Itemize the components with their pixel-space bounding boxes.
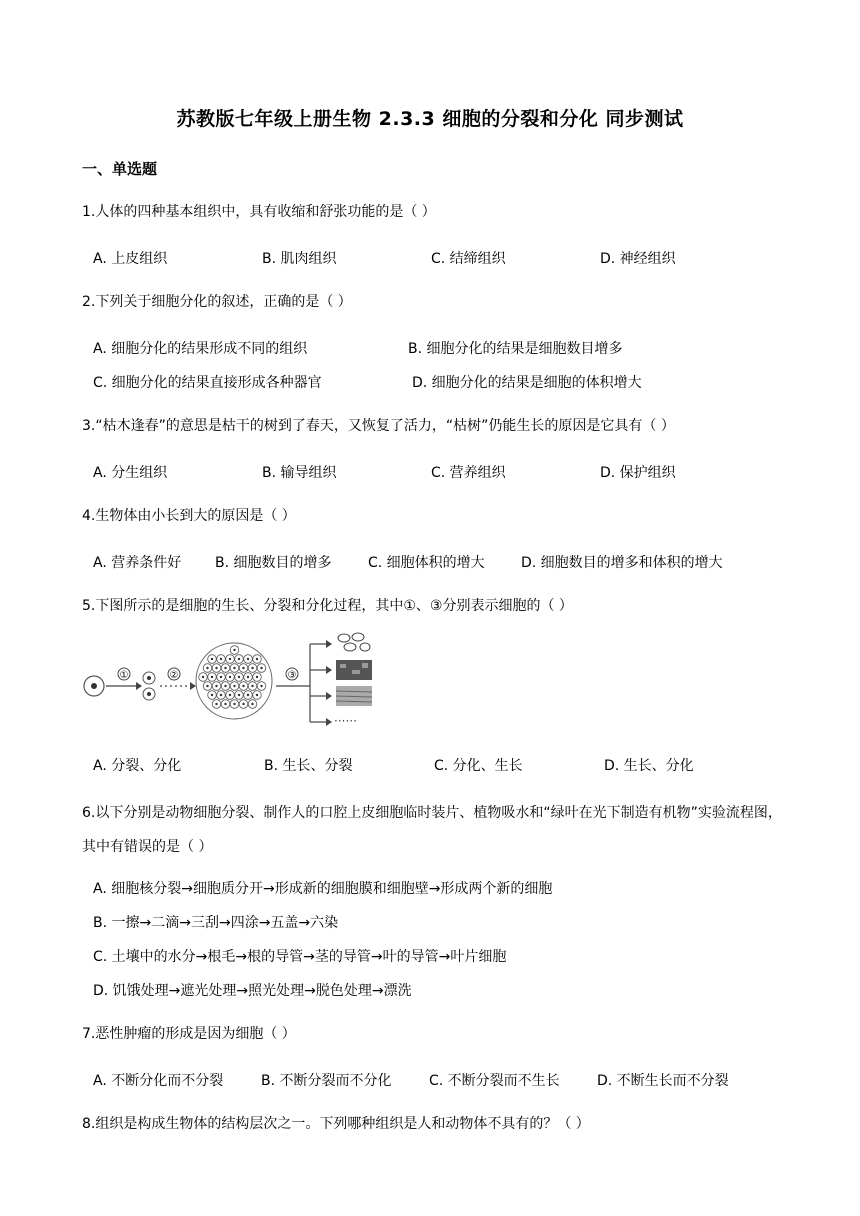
question-4-option-c[interactable]: C. 细胞体积的增大 [368, 555, 485, 571]
question-2-stem: 2.下列关于细胞分化的叙述，正确的是（ ） [82, 294, 352, 310]
question-4-option-a[interactable]: A. 营养条件好 [93, 555, 182, 571]
question-5-option-d[interactable]: D. 生长、分化 [604, 758, 694, 774]
question-3-stem: 3.“枯木逢春”的意思是枯干的树到了春天，又恢复了活力，“枯树”仍能生长的原因是它具有（ ） [82, 418, 675, 434]
cluster-cell-nucleus [215, 667, 217, 669]
question-3-option-a[interactable]: A. 分生组织 [93, 465, 168, 481]
question-6-option-b[interactable]: B. 一擦→二滴→三刮→四涂→五盖→六染 [93, 915, 339, 931]
question-7-stem: 7.恶性肿瘤的形成是因为细胞（ ） [82, 1026, 296, 1042]
question-7-option-c[interactable]: C. 不断分裂而不生长 [429, 1073, 560, 1089]
question-1-option-c[interactable]: C. 结缔组织 [431, 251, 506, 267]
question-6-option-c[interactable]: C. 土壤中的水分→根毛→根的导管→茎的导管→叶的导管→叶片细胞 [93, 949, 507, 965]
cluster-cell-nucleus [233, 703, 235, 705]
question-1-stem: 1.人体的四种基本组织中，具有收缩和舒张功能的是（ ） [82, 204, 436, 220]
cluster-cell-nucleus [215, 703, 217, 705]
figure-label-2: ② [169, 670, 179, 681]
cluster-cell-nucleus [238, 676, 240, 678]
cluster-cell-nucleus [260, 685, 262, 687]
cluster-cell-nucleus [251, 685, 253, 687]
question-7-option-b[interactable]: B. 不断分裂而不分化 [261, 1073, 392, 1089]
cluster-cell-nucleus [247, 676, 249, 678]
question-5-option-b[interactable]: B. 生长、分裂 [264, 758, 353, 774]
question-2-option-a[interactable]: A. 细胞分化的结果形成不同的组织 [93, 341, 308, 357]
question-3-option-d[interactable]: D. 保护组织 [600, 465, 676, 481]
cluster-cell-nucleus [242, 667, 244, 669]
question-1-option-d[interactable]: D. 神经组织 [600, 251, 676, 267]
cluster-cell-nucleus [242, 685, 244, 687]
cluster-cell-nucleus [224, 703, 226, 705]
question-2-option-d[interactable]: D. 细胞分化的结果是细胞的体积增大 [412, 375, 642, 391]
cluster-cell-nucleus [224, 667, 226, 669]
cluster-cell-nucleus [224, 685, 226, 687]
cluster-cell-nucleus [256, 658, 258, 660]
cell-division-figure [82, 626, 392, 726]
cell-cluster [196, 643, 272, 719]
question-4-option-d[interactable]: D. 细胞数目的增多和体积的增大 [521, 555, 723, 571]
cluster-cell-nucleus [211, 658, 213, 660]
cluster-cell-nucleus [251, 703, 253, 705]
tissue-epithelial-icon [336, 632, 372, 654]
cluster-cell-nucleus [256, 676, 258, 678]
cluster-cell-nucleus [211, 676, 213, 678]
cluster-cell-nucleus [229, 676, 231, 678]
question-7-option-a[interactable]: A. 不断分化而不分裂 [93, 1073, 224, 1089]
cluster-cell-nucleus [238, 694, 240, 696]
cluster-cell-nucleus [206, 667, 208, 669]
question-7-option-d[interactable]: D. 不断生长而不分裂 [597, 1073, 729, 1089]
question-1-option-a[interactable]: A. 上皮组织 [93, 251, 168, 267]
tissue-muscle-icon [336, 686, 372, 706]
question-5-option-c[interactable]: C. 分化、生长 [434, 758, 523, 774]
cluster-cell-nucleus [220, 658, 222, 660]
cluster-cell-nucleus [220, 676, 222, 678]
cluster-cell-nucleus [256, 694, 258, 696]
question-3-option-c[interactable]: C. 营养组织 [431, 465, 506, 481]
page-title: 苏教版七年级上册生物 2.3.3 细胞的分裂和分化 同步测试 [176, 108, 684, 130]
cluster-cell-nucleus [215, 685, 217, 687]
cluster-cell-nucleus [251, 667, 253, 669]
question-6-option-a[interactable]: A. 细胞核分裂→细胞质分开→形成新的细胞膜和细胞壁→形成两个新的细胞 [93, 881, 553, 897]
tissue-connective-icon [336, 660, 372, 680]
cluster-cell-nucleus [247, 694, 249, 696]
figure-label-3: ③ [287, 670, 297, 681]
cluster-cell-nucleus [211, 694, 213, 696]
cluster-cell-nucleus [233, 685, 235, 687]
question-4-option-b[interactable]: B. 细胞数目的增多 [215, 555, 332, 571]
cluster-cell-nucleus [220, 694, 222, 696]
question-4-stem: 4.生物体由小长到大的原因是（ ） [82, 508, 296, 524]
question-8-stem: 8.组织是构成生物体的结构层次之一。下列哪种组织是人和动物体不具有的？（ ） [82, 1116, 590, 1132]
cluster-cell-nucleus [242, 703, 244, 705]
question-3-option-b[interactable]: B. 输导组织 [262, 465, 337, 481]
question-1-option-b[interactable]: B. 肌肉组织 [262, 251, 337, 267]
cluster-cell-nucleus [238, 658, 240, 660]
cluster-cell-nucleus [260, 667, 262, 669]
question-5-stem: 5.下图所示的是细胞的生长、分裂和分化过程，其中①、③分别表示细胞的（ ） [82, 598, 573, 614]
cluster-cell-nucleus [229, 658, 231, 660]
cluster-cell-nucleus [247, 658, 249, 660]
cluster-cell-nucleus [233, 649, 235, 651]
figure-label-1: ① [119, 670, 129, 681]
cluster-cell-nucleus [233, 667, 235, 669]
cluster-cell-nucleus [229, 694, 231, 696]
question-2-option-b[interactable]: B. 细胞分化的结果是细胞数目增多 [408, 341, 623, 357]
cluster-cell-nucleus [206, 685, 208, 687]
section-heading: 一、单选题 [82, 160, 158, 178]
question-6-option-d[interactable]: D. 饥饿处理→遮光处理→照光处理→脱色处理→漂洗 [93, 983, 412, 999]
figure-ellipsis: ······ [334, 714, 357, 726]
question-5-option-a[interactable]: A. 分裂、分化 [93, 758, 182, 774]
question-2-option-c[interactable]: C. 细胞分化的结果直接形成各种器官 [93, 375, 322, 391]
question-6-stem: 6.以下分别是动物细胞分裂、制作人的口腔上皮细胞临时装片、植物吸水和“绿叶在光下制造有机物”实验流程图，其中有错误的是（ ） [82, 805, 782, 855]
cluster-cell-nucleus [202, 676, 204, 678]
